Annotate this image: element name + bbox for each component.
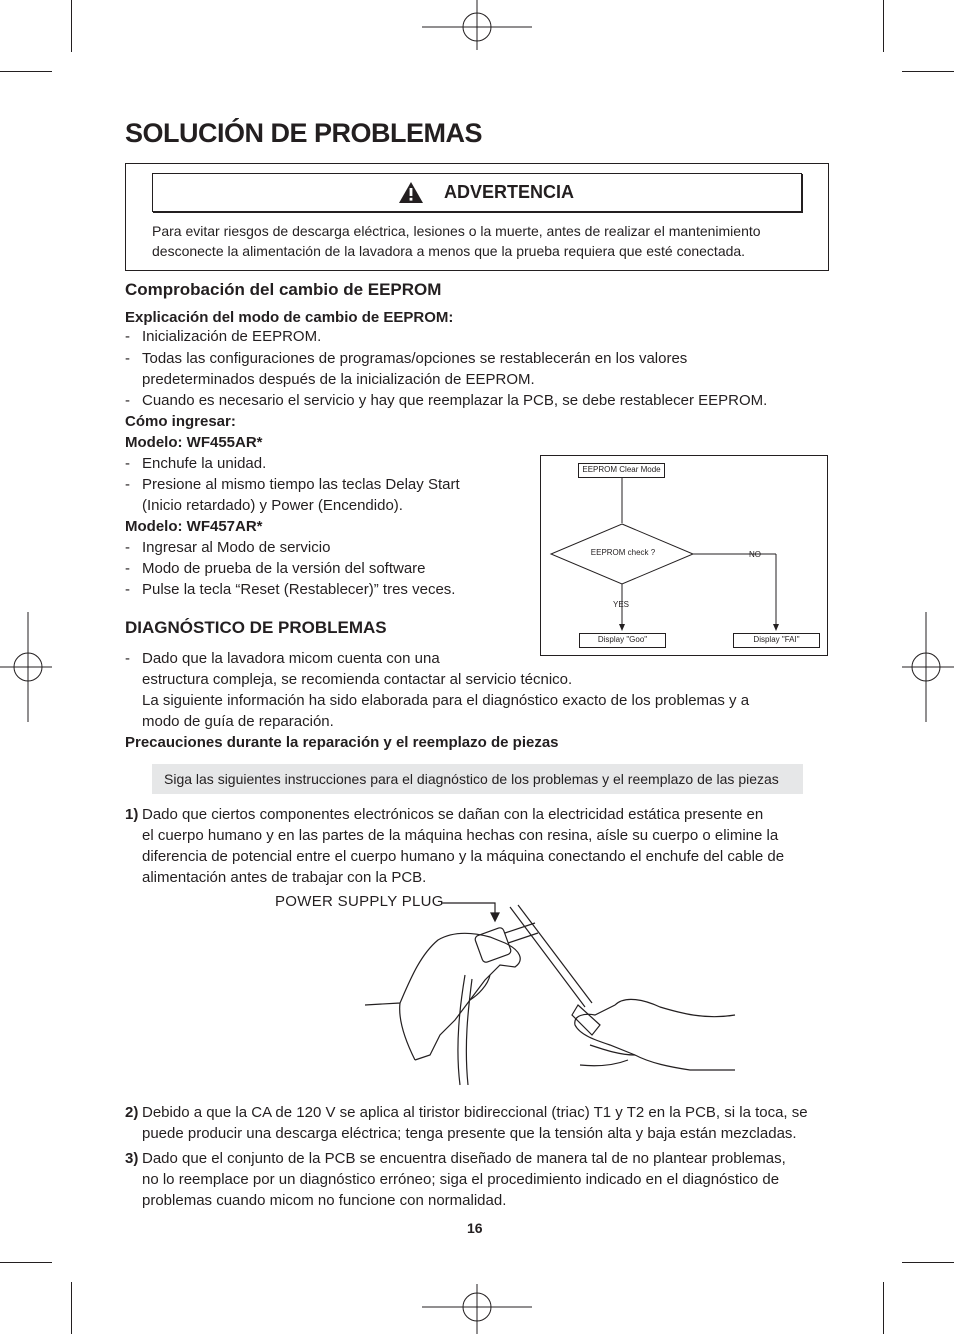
warning-header — [152, 173, 802, 212]
diag-intro — [125, 648, 825, 753]
flow-yes: YES — [613, 600, 630, 609]
registration-mark-top — [422, 0, 532, 56]
list-item: - Dado que la lavadora micom cuenta con una estructura compleja, se recomienda contactar al servicio técnico. La siguiente información ha sido elaborada para el diagnóstico exacto de los problemas y a modo de guía de reparación. — [125, 650, 750, 730]
list-item: - Pulse la tecla “Reset (Restablecer)” tres veces. — [125, 581, 456, 598]
registration-mark-right — [898, 612, 954, 722]
flow-decision: EEPROM check ? — [590, 548, 656, 557]
registration-mark-bottom — [422, 1280, 532, 1334]
page-title: SOLUCIÓN DE PROBLEMAS — [125, 118, 483, 148]
list-item: - Todas las configuraciones de programas/opciones se restablecerán en los valores predeterminados después de la inicialización de EEPROM. — [125, 350, 688, 388]
precautions-heading: Precauciones durante la reparación y el reemplazo de piezas — [125, 734, 559, 751]
warning-label: ADVERTENCIA — [444, 182, 575, 202]
list-item: - Cuando es necesario el servicio y hay que reemplazar la PCB, se debe restablecer EEPROM. — [125, 392, 768, 409]
page-number: 16 — [467, 1220, 483, 1236]
item-1: 1) Dado que ciertos componentes electrónicos se dañan con la electricidad estática presente en el cuerpo humano y en las partes de la máquina hechas con resina, aísle su cuerpo o elimine la diferencia de potencial entre el cuerpo humano y la máquina conectando el enchufe del cable de alimentación antes de trabajar con la PCB. — [125, 806, 785, 886]
list-item: - Inicialización de EEPROM. — [125, 328, 322, 345]
list-item: - Ingresar al Modo de servicio — [125, 539, 331, 556]
flow-yes-result: Display "Goo" — [579, 633, 666, 648]
flowchart-connectors — [541, 456, 827, 655]
warning-text: Para evitar riesgos de descarga eléctrica, lesiones o la muerte, antes de realizar el mantenimiento desconecte la alimentación de la lavadora a menos que la prueba requiera que esté conectada. — [152, 223, 761, 259]
flow-no-result: Display "FAI" — [733, 633, 820, 648]
eeprom-heading: Comprobación del cambio de EEPROM — [125, 280, 442, 299]
item-3: 3) Dado que el conjunto de la PCB se encuentra diseñado de manera tal de no plantear problemas, no lo reemplace por un diagnóstico erróneo; siga el procedimiento indicado en el diagnóstico de problemas cuando micom no funcione con normalidad. — [125, 1150, 786, 1209]
warning-triangle-icon — [399, 182, 423, 203]
item-2: 2) Debido a que la CA de 120 V se aplica al tiristor bidireccional (triac) T1 y T2 en la PCB, si la toca, se puede producir una descarga eléctrica; tenga presente que la tensión alta y baja están mezcladas. — [125, 1104, 808, 1142]
diag-heading: DIAGNÓSTICO DE PROBLEMAS — [125, 618, 387, 637]
list-item: - Enchufe la unidad. — [125, 455, 267, 472]
eeprom-section: Explicación del modo de cambio de EEPROM: - Inicialización de EEPROM. - Todas las configuraciones de programas/opciones se restablecerán en los valores predeterminados después de la inicialización de EEPROM. - Cuando es necesario el servicio y hay que reemplazar la PCB, se debe restablecer EEPROM. Cómo ingresar: Modelo: WF455AR* - Enchufe la unidad. - Presione al mismo tiempo las teclas Delay Start (Inicio retardado) y Power (Encendido). Modelo: WF457AR* - Ingresar al Modo de servicio - Modo de prueba de la versión del software - Pulse la tecla “Reset (Restablecer)” tres veces. — [125, 309, 825, 600]
list-item: - Modo de prueba de la versión del software — [125, 560, 426, 577]
list-item: - Presione al mismo tiempo las teclas Delay Start (Inicio retardado) y Power (Encendido). — [125, 476, 460, 514]
flow-no: NO — [749, 550, 761, 559]
flow-start: EEPROM Clear Mode — [578, 463, 665, 478]
hands-plug-screwdriver-illustration — [360, 895, 740, 1090]
eeprom-flowchart — [540, 455, 828, 656]
instruction-note: Siga las siguientes instrucciones para el diagnóstico de los problemas y el reemplazo de las piezas — [152, 764, 803, 794]
registration-mark-left — [0, 612, 56, 722]
plug-label: POWER SUPPLY PLUG — [275, 893, 444, 910]
